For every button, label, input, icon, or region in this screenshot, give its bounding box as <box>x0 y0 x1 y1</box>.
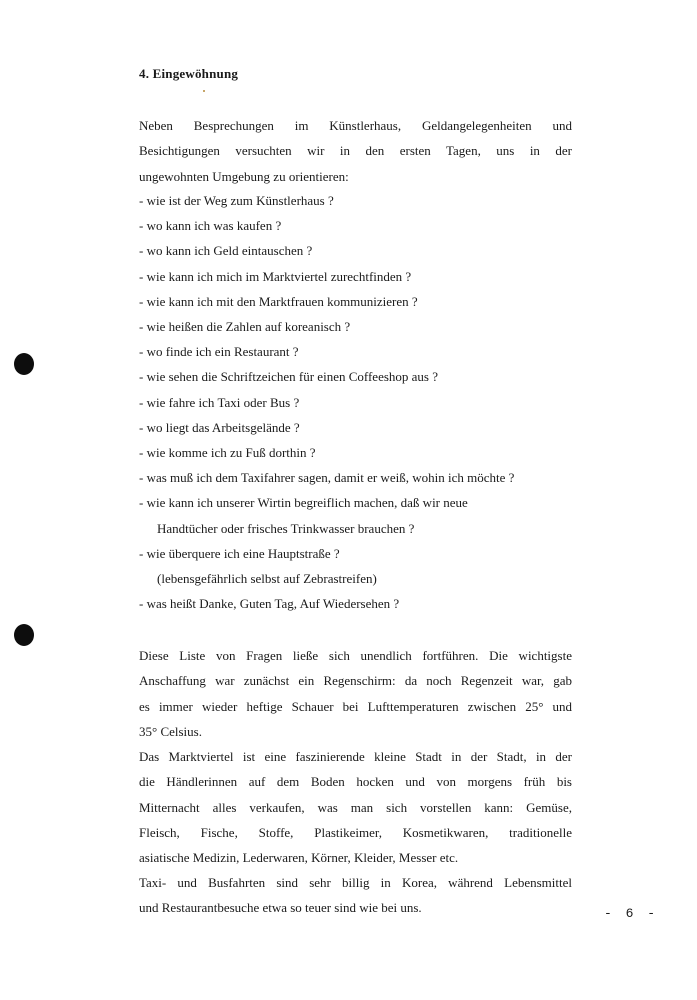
text-line: Besichtigungen versuchten wir in den ersten Tagen, uns in der <box>139 143 572 159</box>
text-line: asiatische Medizin, Lederwaren, Körner, Kleider, Messer etc. <box>139 850 459 866</box>
text-line: Diese Liste von Fragen ließe sich unendlich fortführen. Die wichtigste <box>139 648 572 663</box>
paragraph-market <box>139 744 572 870</box>
list-item: - wie überquere ich eine Hauptstraße ? <box>139 545 340 561</box>
list-item: - wo kann ich was kaufen ? <box>139 218 282 234</box>
list-item: - was heißt Danke, Guten Tag, Auf Wiedersehen ? <box>139 596 400 612</box>
question-list <box>139 188 579 616</box>
list-item: - wie komme ich zu Fuß dorthin ? <box>139 445 316 461</box>
text-line: die Händlerinnen auf dem Boden hocken und von morgens früh bis <box>139 774 572 790</box>
list-item: - wie fahre ich Taxi oder Bus ? <box>139 394 300 410</box>
page-number: - 6 - <box>604 906 659 921</box>
text-line: Fleisch, Fische, Stoffe, Plastikeimer, Kosmetikwaren, traditionelle <box>139 824 572 840</box>
list-item: - wie heißen die Zahlen auf koreanisch ? <box>139 319 351 335</box>
list-item: - was muß ich dem Taxifahrer sagen, damit er weiß, wohin ich möchte ? <box>139 470 515 486</box>
text-line: Anschaffung war zunächst ein Regenschirm: da noch Regenzeit war, gab <box>139 673 572 689</box>
list-item: - wie ist der Weg zum Künstlerhaus ? <box>139 193 334 208</box>
text-line: und Restaurantbesuche etwa so teuer sind wie bei uns. <box>139 900 422 916</box>
section-heading: 4. Eingewöhnung <box>139 66 239 81</box>
list-item-continuation: Handtücher oder frisches Trinkwasser brauchen ? <box>157 520 415 536</box>
paragraph-prices <box>139 870 572 921</box>
intro-paragraph <box>139 113 572 189</box>
list-item: - wie kann ich mich im Marktviertel zurechtfinden ? <box>139 268 412 284</box>
list-item: - wie sehen die Schriftzeichen für einen Coffeeshop aus ? <box>139 369 439 385</box>
list-item: - wie kann ich mit den Marktfrauen kommunizieren ? <box>139 293 418 309</box>
list-item: - wie kann ich unserer Wirtin begreiflich machen, daß wir neue <box>139 495 468 511</box>
text-line: ungewohnten Umgebung zu orientieren: <box>139 168 349 184</box>
punch-hole-lower <box>14 624 34 646</box>
text-line: 35° Celsius. <box>139 723 202 739</box>
punch-hole-upper <box>14 353 34 375</box>
text-line: Das Marktviertel ist eine faszinierende kleine Stadt in der Stadt, in der <box>139 749 572 764</box>
list-item-continuation: (lebensgefährlich selbst auf Zebrastreifen) <box>157 571 377 587</box>
text-line: es immer wieder heftige Schauer bei Lufttemperaturen zwischen 25° und <box>139 698 572 714</box>
text-line: Neben Besprechungen im Künstlerhaus, Geldangelegenheiten und <box>139 118 572 133</box>
list-item: - wo finde ich ein Restaurant ? <box>139 344 299 360</box>
list-item: - wo liegt das Arbeitsgelände ? <box>139 419 300 435</box>
text-line: Taxi- und Busfahrten sind sehr billig in Korea, während Lebensmittel <box>139 875 572 890</box>
paper-speck <box>203 90 205 92</box>
list-item: - wo kann ich Geld eintauschen ? <box>139 243 313 259</box>
paragraph-umbrella <box>139 643 572 744</box>
text-line: Mitternacht alles verkaufen, was man sich vorstellen kann: Gemüse, <box>139 799 572 815</box>
